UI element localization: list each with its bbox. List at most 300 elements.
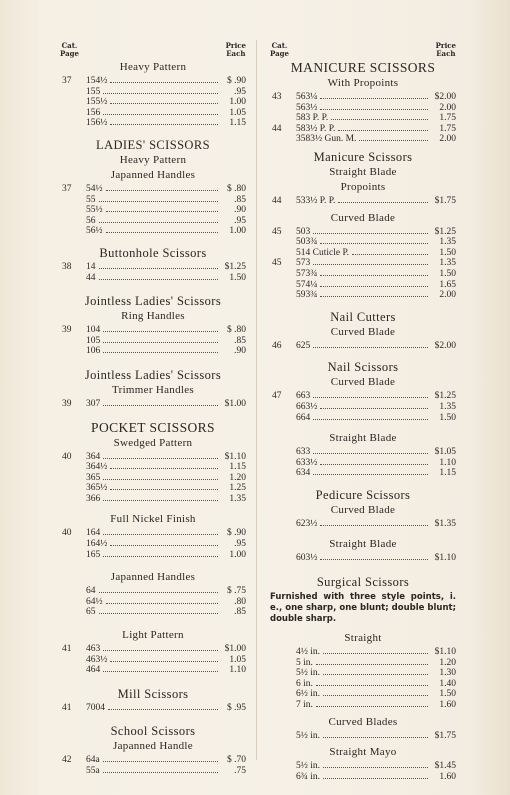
item-number: 364½ [86,462,108,473]
item-number: 663½ [296,401,318,412]
item-price: 1.20 [229,472,246,483]
item-number: 583½ P. P. [296,123,336,134]
section-title: Buttonhole Scissors [99,245,207,260]
item-price: 1.50 [439,247,456,258]
cat-page-number: 39 [62,398,72,409]
item-price: 1.75 [439,113,456,124]
section-title: Manicure Scissors [313,149,413,164]
item-number: 5½ in. [296,761,321,772]
item-number: 625 [296,340,311,351]
item-number: 603½ [296,553,318,564]
dot-leader [103,93,218,94]
item-number: 514 Cuticle P. [296,247,350,258]
dot-leader [313,347,428,348]
section-title: Straight Mayo [329,746,397,759]
catalog-row [60,494,246,505]
item-number: 533½ P. P. [296,195,336,206]
price-list [60,76,246,129]
dot-leader [320,243,428,244]
catalog-row [60,108,246,119]
item-price: 1.50 [439,689,456,700]
item-price: 1.35 [229,493,246,504]
cat-page-number: 45 [272,258,282,269]
item-number: 156½ [86,118,108,129]
item-price: $1.75 [434,195,456,206]
item-price: $ .75 [227,586,246,597]
item-price: 1.15 [439,468,456,479]
cat-page-number: 41 [62,644,72,655]
dot-leader [103,405,218,406]
catalog-row [270,468,456,479]
item-price: $1.25 [224,261,246,272]
catalog-row [60,703,246,714]
item-number: 56½ [86,226,103,237]
dot-leader [331,119,428,120]
item-number: 464 [86,665,101,676]
catalog-row [270,103,456,114]
section-subtitle: Curved Blade [330,503,396,516]
dot-leader [110,124,218,125]
item-price: $1.25 [434,391,456,402]
catalog-row [60,473,246,484]
catalog-row [270,458,456,469]
column-divider [256,40,257,760]
catalog-row [270,280,456,291]
price-list [270,761,456,782]
section-title: LADIES' SCISSORS [96,137,210,152]
dot-leader [320,98,428,99]
item-price: 1.05 [229,654,246,665]
catalog-row [60,226,246,237]
dot-leader [323,767,428,768]
catalog-row [270,113,456,124]
cat-page-number: 40 [62,528,72,539]
catalog-row [60,118,246,129]
item-number: 364 [86,451,101,462]
item-number: 55a [86,766,100,776]
catalog-row [60,755,246,766]
item-price: .75 [234,766,246,776]
item-price: 1.30 [439,668,456,679]
section-subtitle: Ring Handles [121,310,185,323]
item-price: 1.15 [229,118,246,129]
item-number: 106 [86,346,101,357]
dot-leader [103,534,218,535]
price-list [270,553,456,564]
price-list [270,196,456,207]
catalog-row [270,772,456,783]
price-list [270,731,456,742]
catalog-row [60,462,246,473]
item-price: .85 [234,335,246,346]
item-price: 1.00 [229,97,246,108]
dot-leader [320,296,428,297]
dot-leader [108,709,218,710]
catalog-row [60,452,246,463]
cat-page-number: 37 [62,76,72,86]
dot-leader [103,671,218,672]
price-each-header: Price Each [225,41,246,58]
item-price: $1.35 [434,518,456,529]
price-list [60,325,246,357]
price-list [60,703,246,714]
dot-leader [313,264,428,265]
item-number: 156 [86,107,101,118]
dot-leader [320,525,428,526]
dot-leader [103,331,218,332]
item-number: 154½ [86,76,108,86]
item-number: 633 [296,447,311,458]
item-price: 1.05 [229,107,246,118]
item-number: 5½ in. [296,668,321,679]
section-title: Nail Cutters [330,309,396,324]
dot-leader [110,82,218,83]
section-title: Pedicure Scissors [315,487,411,502]
price-list [60,586,246,618]
item-number: 6 in. [296,678,313,689]
item-number: 55 [86,194,96,205]
price-list [270,447,456,479]
price-list [270,341,456,352]
item-number: 64 [86,586,96,597]
dot-leader [103,500,218,501]
item-number: 164½ [86,539,108,550]
item-price: 2.00 [439,134,456,145]
item-price: $1.00 [224,644,246,655]
column-header [270,42,456,58]
catalog-row [60,550,246,561]
catalog-row [270,341,456,352]
section-title: Straight Blade [329,432,397,445]
catalog-row [60,216,246,227]
dot-leader [103,342,218,343]
section-title: Jointless Ladies' Scissors [84,294,222,309]
catalog-row [270,92,456,103]
dot-leader [313,419,428,420]
item-price: $1.05 [434,447,456,458]
catalog-row [270,413,456,424]
item-price: 1.00 [229,549,246,560]
dot-leader [323,674,428,675]
catalog-row [270,447,456,458]
price-list [60,184,246,237]
dot-leader [323,737,428,738]
catalog-row [270,237,456,248]
section-title: Surgical Scissors [316,575,410,590]
price-list [60,262,246,283]
catalog-row [60,97,246,108]
right-column [270,42,456,786]
item-number: 14 [86,261,96,272]
dot-leader [338,130,428,131]
item-price: 1.25 [229,483,246,494]
dot-leader [316,664,428,665]
item-number: 365 [86,472,101,483]
item-number: 5½ in. [296,730,321,741]
item-number: 44 [86,272,96,283]
item-price: 1.35 [439,401,456,412]
dot-leader [99,613,219,614]
item-number: 503¾ [296,237,318,248]
item-number: 634 [296,468,311,479]
item-number: 7 in. [296,700,313,711]
dot-leader [313,474,428,475]
item-price: 1.15 [229,462,246,473]
dot-leader [320,559,428,560]
section-subtitle: Japanned Handle [113,740,193,753]
cat-page-number: 47 [272,391,282,402]
catalog-row [60,597,246,608]
catalog-row [60,766,246,777]
catalog-row [270,134,456,145]
price-list [60,644,246,676]
catalog-row [60,539,246,550]
catalog-row [270,227,456,238]
price-list [60,755,246,776]
item-number: 56 [86,215,96,226]
item-number: 573¾ [296,268,318,279]
dot-leader [359,140,428,141]
cat-page-header: Cat. Page [270,41,289,58]
dot-leader [338,202,428,203]
catalog-row [60,273,246,284]
item-number: 633½ [296,457,318,468]
price-list [270,647,456,711]
section-subtitle: With Propoints [327,77,399,89]
section-title: School Scissors [110,724,196,739]
item-number: 155 [86,86,101,97]
item-number: 663 [296,391,311,402]
item-price: 1.50 [439,412,456,423]
dot-leader [99,592,219,593]
item-number: 593¾ [296,290,318,301]
section-subtitle: Japanned Handles [110,168,196,181]
item-price: .90 [234,346,246,357]
item-price: 1.20 [439,657,456,668]
item-number: 463 [86,644,101,655]
dot-leader [103,650,218,651]
item-price: 2.00 [439,102,456,113]
item-price: $1.45 [434,761,456,772]
item-price: 1.60 [439,700,456,711]
catalog-row [60,483,246,494]
price-list [270,519,456,530]
dot-leader [99,222,219,223]
item-price: .90 [234,205,246,216]
price-list [270,227,456,301]
section-title: Curved Blade [330,211,396,224]
item-price: .85 [234,194,246,205]
item-number: 4½ in. [296,647,321,658]
catalog-row [270,269,456,280]
dot-leader [103,761,218,762]
section-subtitle: Trimmer Handles [111,383,194,396]
section-title: Curved Blades [328,715,398,728]
item-price: $2.00 [434,340,456,351]
catalog-row [270,258,456,269]
item-number: 54½ [86,183,103,194]
catalog-row [60,655,246,666]
catalog-row [60,399,246,410]
item-price: 1.35 [439,237,456,248]
price-list [60,452,246,505]
item-number: 664 [296,412,311,423]
catalog-row [270,248,456,259]
catalog-row [60,195,246,206]
cat-page-number: 41 [62,702,72,713]
dot-leader [320,286,428,287]
item-price: .80 [234,596,246,607]
item-price: 1.00 [229,226,246,237]
section-title: Heavy Pattern [119,61,187,73]
item-number: 366 [86,493,101,504]
catalog-row [270,679,456,690]
dot-leader [110,468,218,469]
catalog-row [60,336,246,347]
catalog-row [60,644,246,655]
item-price: $ .80 [227,325,246,336]
item-number: 574¼ [296,279,318,290]
dot-leader [110,661,218,662]
section-title: Nail Scissors [327,360,399,375]
cat-page-number: 40 [62,451,72,462]
dot-leader [106,190,218,191]
item-number: 5 in. [296,657,313,668]
dot-leader [323,653,428,654]
dot-leader [316,685,428,686]
dot-leader [99,201,219,202]
dot-leader [103,114,218,115]
catalog-row [60,665,246,676]
item-price: $ .90 [227,76,246,86]
section-title: MANICURE SCISSORS [290,60,436,75]
item-number: 164 [86,528,101,539]
catalog-row [60,205,246,216]
column-header [60,42,246,58]
item-price: 1.10 [229,665,246,676]
catalog-row [270,124,456,135]
item-price: $ .70 [227,755,246,766]
item-price: 1.75 [439,123,456,134]
price-list [60,399,246,410]
item-number: 155½ [86,97,108,108]
dot-leader [103,352,218,353]
item-price: 1.40 [439,678,456,689]
item-number: 6½ in. [296,689,321,700]
item-number: 6¾ in. [296,771,321,782]
dot-leader [110,103,218,104]
section-title: Mill Scissors [117,686,189,701]
item-number: 7004 [86,702,105,713]
catalog-row [270,196,456,207]
dot-leader [320,109,428,110]
item-number: 165 [86,549,101,560]
item-number: 563½ [296,102,318,113]
item-price: 1.60 [439,771,456,782]
item-number: 64½ [86,596,103,607]
catalog-row [270,700,456,711]
catalog-row [60,528,246,539]
dot-leader [106,232,218,233]
section-title: Full Nickel Finish [110,513,196,526]
cat-page-number: 45 [272,226,282,237]
cat-page-header: Cat. Page [60,41,79,58]
dot-leader [323,778,428,779]
item-number: 365½ [86,483,108,494]
catalog-row [270,290,456,301]
section-title: Japanned Handles [110,571,196,584]
cat-page-number: 37 [62,183,72,194]
item-price: 1.50 [229,272,246,283]
item-number: 583 P. P. [296,113,329,124]
item-price: $ .80 [227,183,246,194]
item-number: 104 [86,325,101,336]
item-price: 2.00 [439,290,456,301]
section-title: Light Pattern [122,629,184,642]
item-price: 1.65 [439,279,456,290]
catalog-row [270,761,456,772]
left-column [60,42,246,781]
section-title: Straight Blade [329,538,397,551]
cat-page-number: 43 [272,92,282,102]
cat-page-number: 39 [62,325,72,336]
dot-leader [352,254,428,255]
price-each-header: Price Each [435,41,456,58]
cat-page-number: 44 [272,195,282,206]
dot-leader [313,453,428,454]
section-subtitle: Curved Blade [330,325,396,338]
item-number: 105 [86,335,101,346]
item-price: $1.00 [224,398,246,409]
dot-leader [320,408,428,409]
item-number: 65 [86,607,96,618]
section-subtitle: Straight Blade [329,165,397,178]
dot-leader [320,275,428,276]
dot-leader [313,233,428,234]
dot-leader [313,397,428,398]
item-number: 463½ [86,654,108,665]
section-subtitle: Propoints [340,180,386,193]
dot-leader [99,279,219,280]
item-price: $ .90 [227,528,246,539]
item-number: 573 [296,258,311,269]
item-price: .95 [234,539,246,550]
catalog-row [270,668,456,679]
item-number: 307 [86,398,101,409]
dot-leader [99,268,219,269]
item-number: 563¼ [296,92,318,102]
item-price: .95 [234,215,246,226]
item-price: $1.10 [224,451,246,462]
dot-leader [103,458,218,459]
price-list [270,92,456,145]
dot-leader [106,211,218,212]
catalog-row [60,607,246,618]
catalog-row [270,391,456,402]
item-price: .95 [234,86,246,97]
item-number: 503 [296,226,311,237]
dot-leader [103,556,218,557]
cat-page-number: 44 [272,123,282,134]
catalog-row [270,402,456,413]
catalog-row [270,519,456,530]
catalog-row [270,647,456,658]
cat-page-number: 38 [62,261,72,272]
dot-leader [103,772,218,773]
catalog-row [60,184,246,195]
dot-leader [323,695,428,696]
item-price: $ .95 [227,702,246,713]
